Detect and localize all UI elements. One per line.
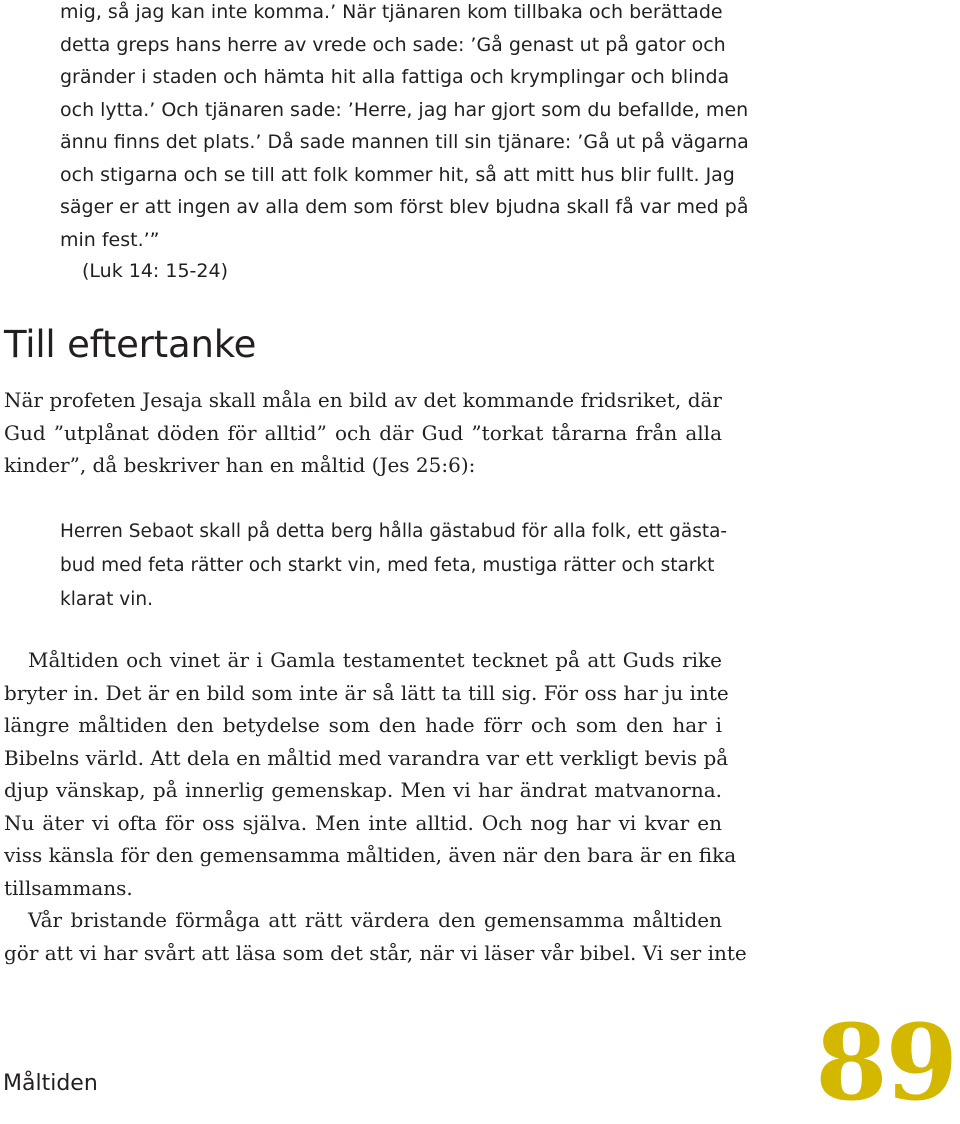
paragraph-line: viss känsla för den gemensamma måltiden, även när den bara är en fika — [4, 843, 737, 867]
body-paragraph — [4, 644, 737, 904]
quote-line: säger er att ingen av alla dem som först blev bjudna skall få var med på — [60, 196, 749, 218]
body-paragraph — [4, 384, 722, 482]
quote-line: och lytta.’ Och tjänaren sade: ’Herre, jag har gjort som du befallde, men — [60, 98, 749, 121]
quote-line: gränder i staden och hämta hit alla fattiga och krymplingar och blinda — [60, 66, 730, 88]
scripture-quote — [60, 0, 749, 256]
paragraph-line: Bibelns värld. Att dela en måltid med varandra var ett verkligt bevis på — [4, 745, 729, 770]
isaiah-blockquote — [60, 515, 728, 617]
paragraph-line: Vår bristande förmåga att rätt värdera den gemensamma måltiden — [28, 908, 722, 932]
paragraph-line: djup vänskap, på innerlig gemenskap. Men vi har ändrat matvanorna. — [4, 778, 722, 802]
blockquote-line: klarat vin. — [60, 589, 153, 610]
quote-line: detta greps hans herre av vrede och sade: ’Gå genast ut på gator och — [60, 33, 726, 56]
quote-line: mig, så jag kan inte komma.’ När tjänaren kom tillbaka och berättade — [60, 1, 723, 23]
running-footer-title: Måltiden — [3, 1071, 98, 1096]
paragraph-line: kinder”, då beskriver han en måltid (Jes 25:6): — [4, 453, 476, 477]
blockquote-line: Herren Sebaot skall på detta berg hålla gästabud för alla folk, ett gästa- — [60, 521, 728, 542]
paragraph-line: bryter in. Det är en bild som inte är så lätt ta till sig. För oss har ju inte — [4, 680, 729, 705]
quote-line: min fest.’” — [60, 228, 160, 251]
paragraph-line: Måltiden och vinet är i Gamla testamentet tecknet på att Guds rike — [28, 648, 722, 672]
page-number: 89 — [815, 1001, 956, 1124]
quote-line: och stigarna och se till att folk kommer hit, så att mitt hus blir fullt. Jag — [60, 163, 735, 186]
scripture-citation: (Luk 14: 15-24) — [82, 260, 228, 282]
paragraph-line: gör att vi har svårt att läsa som det står, när vi läser vår bibel. Vi ser inte — [4, 940, 747, 965]
paragraph-line: När profeten Jesaja skall måla en bild av det kommande fridsriket, där — [4, 388, 722, 412]
section-heading: Till eftertanke — [4, 323, 257, 366]
body-paragraph — [4, 904, 747, 969]
paragraph-line: tillsammans. — [4, 875, 133, 900]
quote-line: ännu finns det plats.’ Då sade mannen till sin tjänare: ’Gå ut på vägarna — [60, 131, 749, 153]
paragraph-line: längre måltiden den betydelse som den hade förr och som den har i — [4, 713, 722, 737]
blockquote-line: bud med feta rätter och starkt vin, med feta, mustiga rätter och starkt — [60, 555, 715, 576]
paragraph-line: Nu äter vi ofta för oss själva. Men inte alltid. Och nog har vi kvar en — [4, 810, 722, 835]
paragraph-line: Gud ”utplånat döden för alltid” och där Gud ”torkat tårarna från alla — [4, 420, 722, 445]
